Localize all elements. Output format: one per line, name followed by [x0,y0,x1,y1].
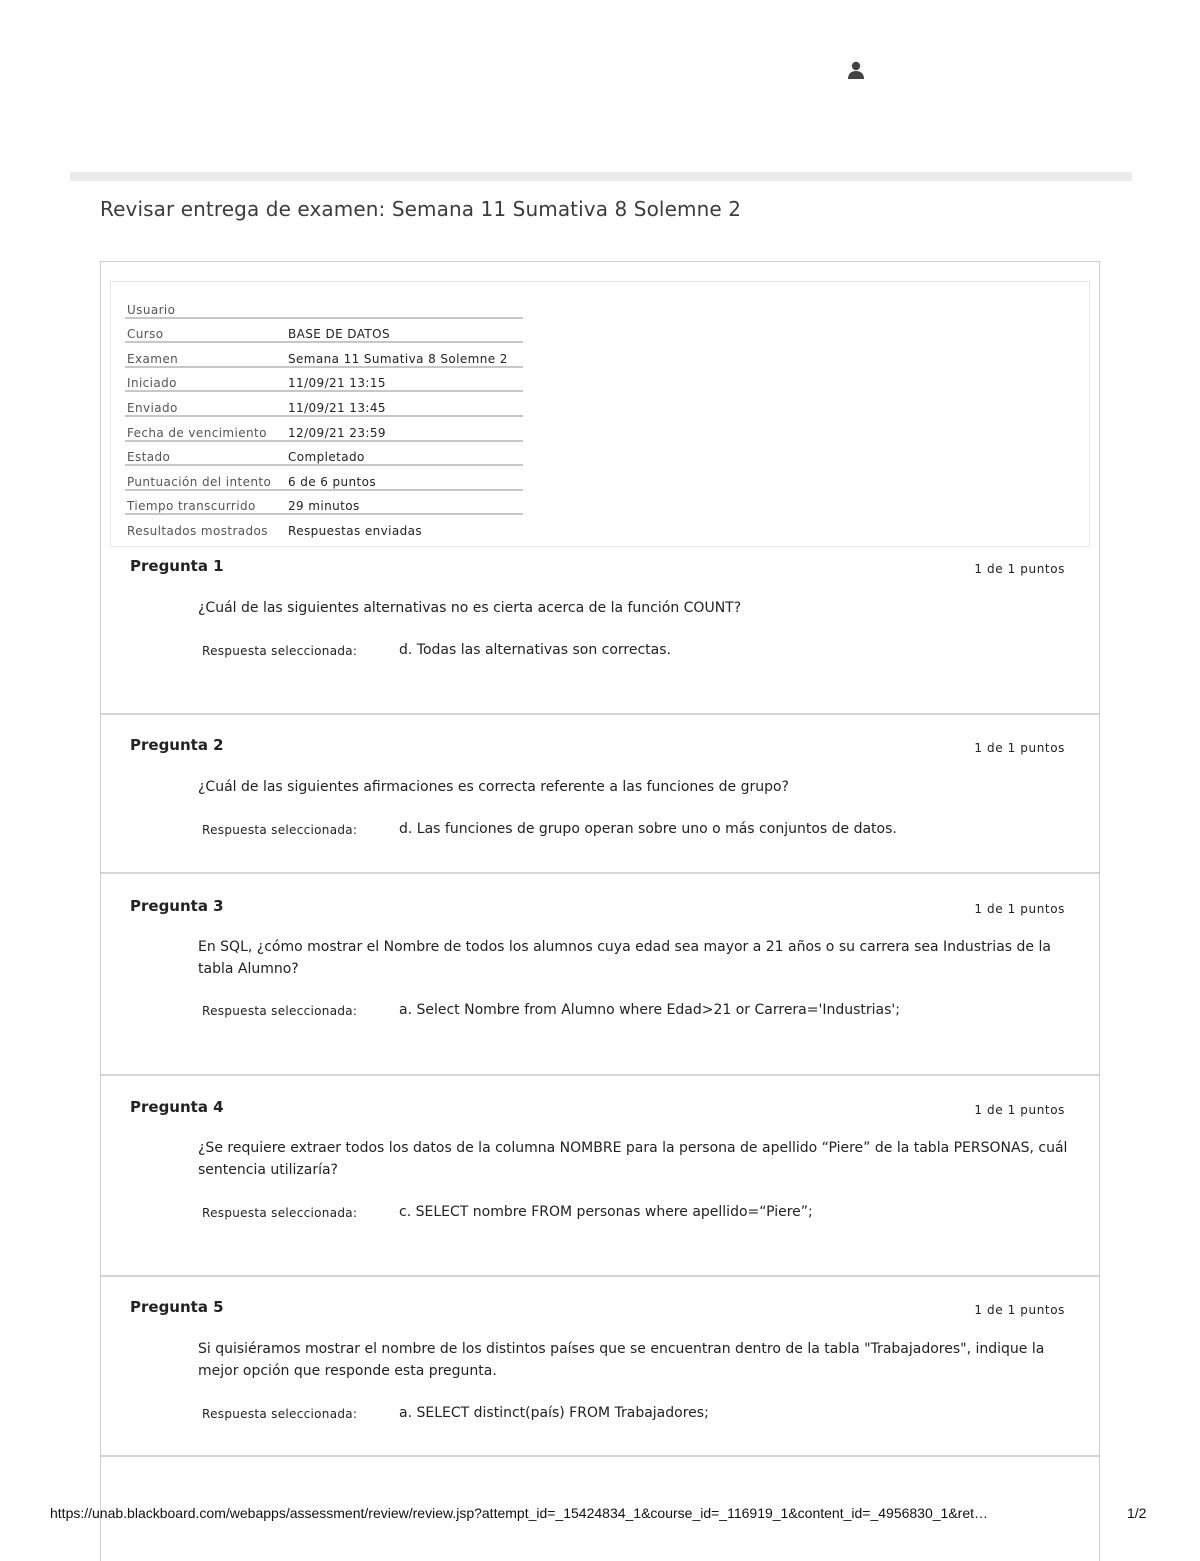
selected-answer: d. Las funciones de grupo operan sobre uno o más conjuntos de datos. [399,821,897,837]
detail-value: 29 minutos [286,490,523,515]
detail-row [125,294,523,318]
question-score: 1 de 1 puntos [974,741,1065,755]
detail-row [125,342,523,367]
attempt-details-table [125,294,523,538]
question-divider [101,1275,1099,1277]
detail-value: 11/09/21 13:15 [286,367,523,392]
question-score: 1 de 1 puntos [974,1303,1065,1317]
detail-label: Resultados mostrados [127,523,268,538]
question-title: Pregunta 4 [130,1098,224,1116]
question-text: ¿Se requiere extraer todos los datos de la columna NOMBRE para la persona de apellido “Piere” de la tabla PERSONAS, cuál sentencia utilizaría? [198,1140,1068,1178]
selected-answer: d. Todas las alternativas son correctas. [399,642,671,658]
answer-label: Respuesta seleccionada: [202,823,358,837]
detail-row [125,514,523,538]
selected-answer: a. Select Nombre from Alumno where Edad>21 or Carrera='Industrias'; [399,1002,900,1018]
detail-value: BASE DE DATOS [286,318,523,343]
detail-label: Fecha de vencimiento [125,416,286,441]
question-title: Pregunta 2 [130,736,224,754]
page-number: 1/2 [1127,1505,1147,1521]
detail-row [125,416,523,441]
question-divider [101,872,1099,874]
question-score: 1 de 1 puntos [974,902,1065,916]
answer-label: Respuesta seleccionada: [202,644,358,658]
question-divider [101,1074,1099,1076]
detail-value: 6 de 6 puntos [286,465,523,490]
question-title: Pregunta 3 [130,897,224,915]
selected-answer: a. SELECT distinct(país) FROM Trabajadores; [399,1405,709,1421]
question-text: Si quisiéramos mostrar el nombre de los distintos países que se encuentran dentro de la tabla "Trabajadores", indique la mejor opción que responde esta pregunta. [198,1341,1045,1379]
answer-label: Respuesta seleccionada: [202,1206,358,1220]
detail-value: 12/09/21 23:59 [286,416,523,441]
detail-label: Examen [125,342,286,367]
answer-label: Respuesta seleccionada: [202,1004,358,1018]
detail-value: Semana 11 Sumativa 8 Solemne 2 [286,342,523,367]
question-title: Pregunta 5 [130,1298,224,1316]
detail-label: Estado [125,441,286,466]
detail-row [125,318,523,343]
detail-label: Iniciado [125,367,286,392]
footer-url: https://unab.blackboard.com/webapps/assessment/review/review.jsp?attempt_id=_15424834_1&course_id=_116919_1&content_id=_4956830_1&ret… [50,1505,988,1521]
detail-label: Tiempo transcurrido [125,490,286,515]
detail-label: Curso [125,318,286,343]
detail-label: Usuario [125,294,286,318]
detail-row [125,391,523,416]
question-text: En SQL, ¿cómo mostrar el Nombre de todos los alumnos cuya edad sea mayor a 21 años o su carrera sea Industrias de la tabla Alumno? [198,939,1051,977]
question-text: ¿Cuál de las siguientes alternativas no es cierta acerca de la función COUNT? [198,600,742,616]
detail-label: Puntuación del intento [125,465,286,490]
answer-label: Respuesta seleccionada: [202,1407,358,1421]
user-icon[interactable] [846,60,866,80]
detail-value [286,294,523,318]
detail-row [125,441,523,466]
detail-value: Completado [286,441,523,466]
detail-row [125,490,523,515]
question-divider [101,713,1099,715]
page-title: Revisar entrega de examen: Semana 11 Sumativa 8 Solemne 2 [100,197,742,221]
detail-row [125,465,523,490]
detail-label: Enviado [125,391,286,416]
detail-value: Respuestas enviadas [288,523,423,538]
question-divider [101,1455,1099,1457]
question-score: 1 de 1 puntos [974,1103,1065,1117]
detail-value: 11/09/21 13:45 [286,391,523,416]
header-divider [70,172,1132,181]
question-score: 1 de 1 puntos [974,562,1065,576]
detail-row [125,367,523,392]
question-title: Pregunta 1 [130,557,224,575]
question-text: ¿Cuál de las siguientes afirmaciones es correcta referente a las funciones de grupo? [198,779,789,795]
selected-answer: c. SELECT nombre FROM personas where apellido=“Piere”; [399,1204,813,1220]
